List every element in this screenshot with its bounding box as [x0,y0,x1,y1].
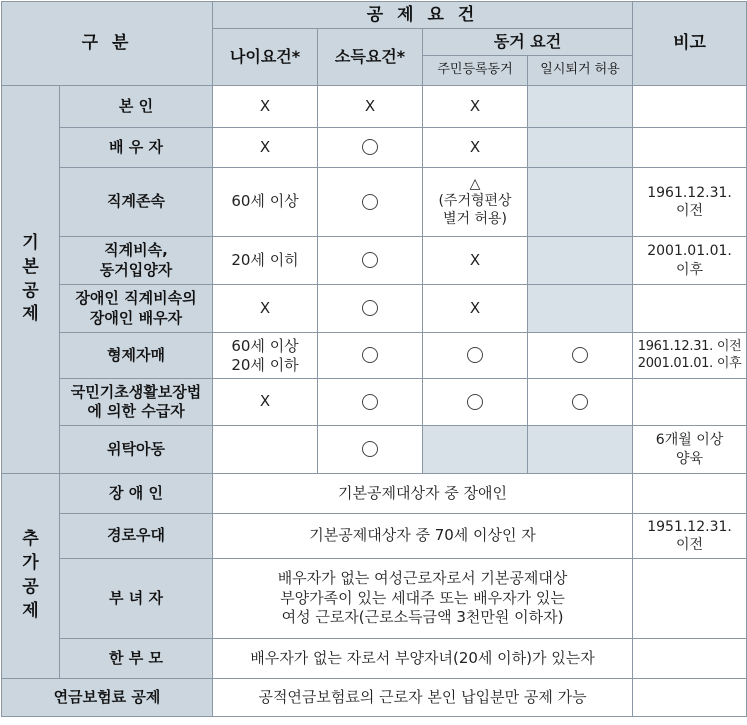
income-cell [318,237,423,285]
description-line: 여성 근로자(근로소득금액 3천만원 이하자) [281,608,564,627]
circle-mark [362,300,378,316]
circle-mark [572,394,588,410]
header-requirements: 공 제 요 건 [213,2,633,29]
row-name [60,237,213,285]
remark-cell [633,333,747,379]
circle-mark [362,347,378,363]
remark-cell [633,474,747,514]
income-cell [318,128,423,168]
remark-line: 이전 [676,537,704,553]
resident-cell [423,426,528,474]
resident-note-line: (주거형편상 [438,193,512,210]
table-row [2,474,747,514]
row-name: 한 부 모 [60,639,213,679]
income-cell [318,333,423,379]
table-row [2,237,747,285]
description-cell [213,559,633,639]
row-name [60,285,213,333]
row-name-line: 에 의한 수급자 [87,402,185,420]
circle-mark [362,194,378,210]
table-row [2,679,747,717]
description-line: 부양가족이 있는 세대주 또는 배우자가 있는 [280,588,565,607]
remark-cell [633,559,747,639]
remark-cell [633,379,747,426]
circle-mark [467,394,483,410]
circle-mark [362,394,378,410]
remark-cell [633,639,747,679]
resident-cell: X [423,237,528,285]
deduction-requirements-table [1,1,747,717]
table-row [2,379,747,426]
remark-line: 이전 [676,203,704,219]
temp-cell [528,128,633,168]
row-name-line: 장애인 배우자 [89,308,183,327]
resident-cell: X [423,285,528,333]
row-name-line: 동거입양자 [99,260,173,279]
remark-line: 2001.01.01. 이후 [637,355,742,371]
circle-mark [362,441,378,457]
resident-cell [423,333,528,379]
row-name: 위탁아동 [60,426,213,474]
age-cell: 60세 이상 [213,168,318,237]
row-name: 장 애 인 [60,474,213,514]
temp-cell [528,333,633,379]
remark-line: 1951.12.31. [647,518,732,535]
row-name: 경로우대 [60,514,213,559]
age-cell [213,426,318,474]
table-row [2,559,747,639]
remark-cell [633,128,747,168]
row-name: 배 우 자 [60,128,213,168]
table-row [2,333,747,379]
header-age: 나이요건* [213,29,318,86]
temp-cell [528,86,633,128]
description-cell: 기본공제대상자 중 장애인 [213,474,633,514]
resident-cell: X [423,86,528,128]
description-line: 배우자가 없는 여성근로자로서 기본공제대상 [277,569,568,588]
remark-cell [633,168,747,237]
remark-cell [633,285,747,333]
pension-description: 공적연금보험료의 근로자 본인 납입분만 공제 가능 [213,679,633,717]
row-name: 본 인 [60,86,213,128]
table-row [2,285,747,333]
table-row [2,168,747,237]
resident-note-line: 별거 허용) [443,210,508,227]
header-gubun: 구 분 [2,2,213,86]
table-row [2,639,747,679]
description-cell: 기본공제대상자 중 70세 이상인 자 [213,514,633,559]
age-line: 20세 이하 [231,355,299,374]
table-row [2,128,747,168]
header-cohabit: 동거 요건 [423,29,633,56]
circle-mark [362,139,378,155]
age-cell [213,333,318,379]
triangle-mark: △ [469,175,481,192]
row-name-line: 직계비속, [104,241,168,259]
remark-cell [633,86,747,128]
description-cell: 배우자가 없는 자로서 부양자녀(20세 이하)가 있는자 [213,639,633,679]
age-line: 60세 이상 [231,336,299,355]
remark-cell [633,679,747,717]
age-cell: X [213,128,318,168]
age-cell: X [213,379,318,426]
resident-cell [423,168,528,237]
circle-mark [362,252,378,268]
income-cell [318,168,423,237]
age-cell: 20세 이히 [213,237,318,285]
remark-line: 6개월 이상 [655,432,724,449]
remark-line: 양육 [676,450,704,467]
group-basic-label: 기 본 공 제 [2,86,60,474]
income-cell [318,379,423,426]
table-row [2,86,747,128]
resident-cell [423,379,528,426]
temp-cell [528,285,633,333]
header-income: 소득요건* [318,29,423,86]
circle-mark [467,347,483,363]
temp-cell [528,426,633,474]
row-name-line: 국민기초생활보장법 [70,382,202,401]
header-remarks: 비고 [633,2,747,86]
remark-line: 1961.12.31. 이전 [637,338,742,354]
remark-line: 이후 [676,261,704,278]
row-name: 부 녀 자 [60,559,213,639]
income-cell [318,285,423,333]
row-name: 형제자매 [60,333,213,379]
temp-cell [528,379,633,426]
row-name [60,379,213,426]
remark-cell [633,237,747,285]
remark-line: 2001.01.01. [647,243,732,260]
pension-row-name: 연금보험료 공제 [2,679,213,717]
circle-mark [572,347,588,363]
resident-cell: X [423,128,528,168]
temp-cell [528,237,633,285]
row-name: 직계존속 [60,168,213,237]
header-temp-absence: 일시퇴거 허용 [528,56,633,86]
header-resident-reg: 주민등록동거 [423,56,528,86]
row-name-line: 장애인 직계비속의 [75,289,197,307]
age-cell: X [213,285,318,333]
remark-cell [633,426,747,474]
remark-line: 1961.12.31. [647,184,732,201]
income-cell: X [318,86,423,128]
remark-cell [633,514,747,559]
table-row [2,514,747,559]
temp-cell [528,168,633,237]
age-cell: X [213,86,318,128]
group-additional-label: 추 가 공 제 [2,474,60,679]
table-row [2,426,747,474]
income-cell [318,426,423,474]
